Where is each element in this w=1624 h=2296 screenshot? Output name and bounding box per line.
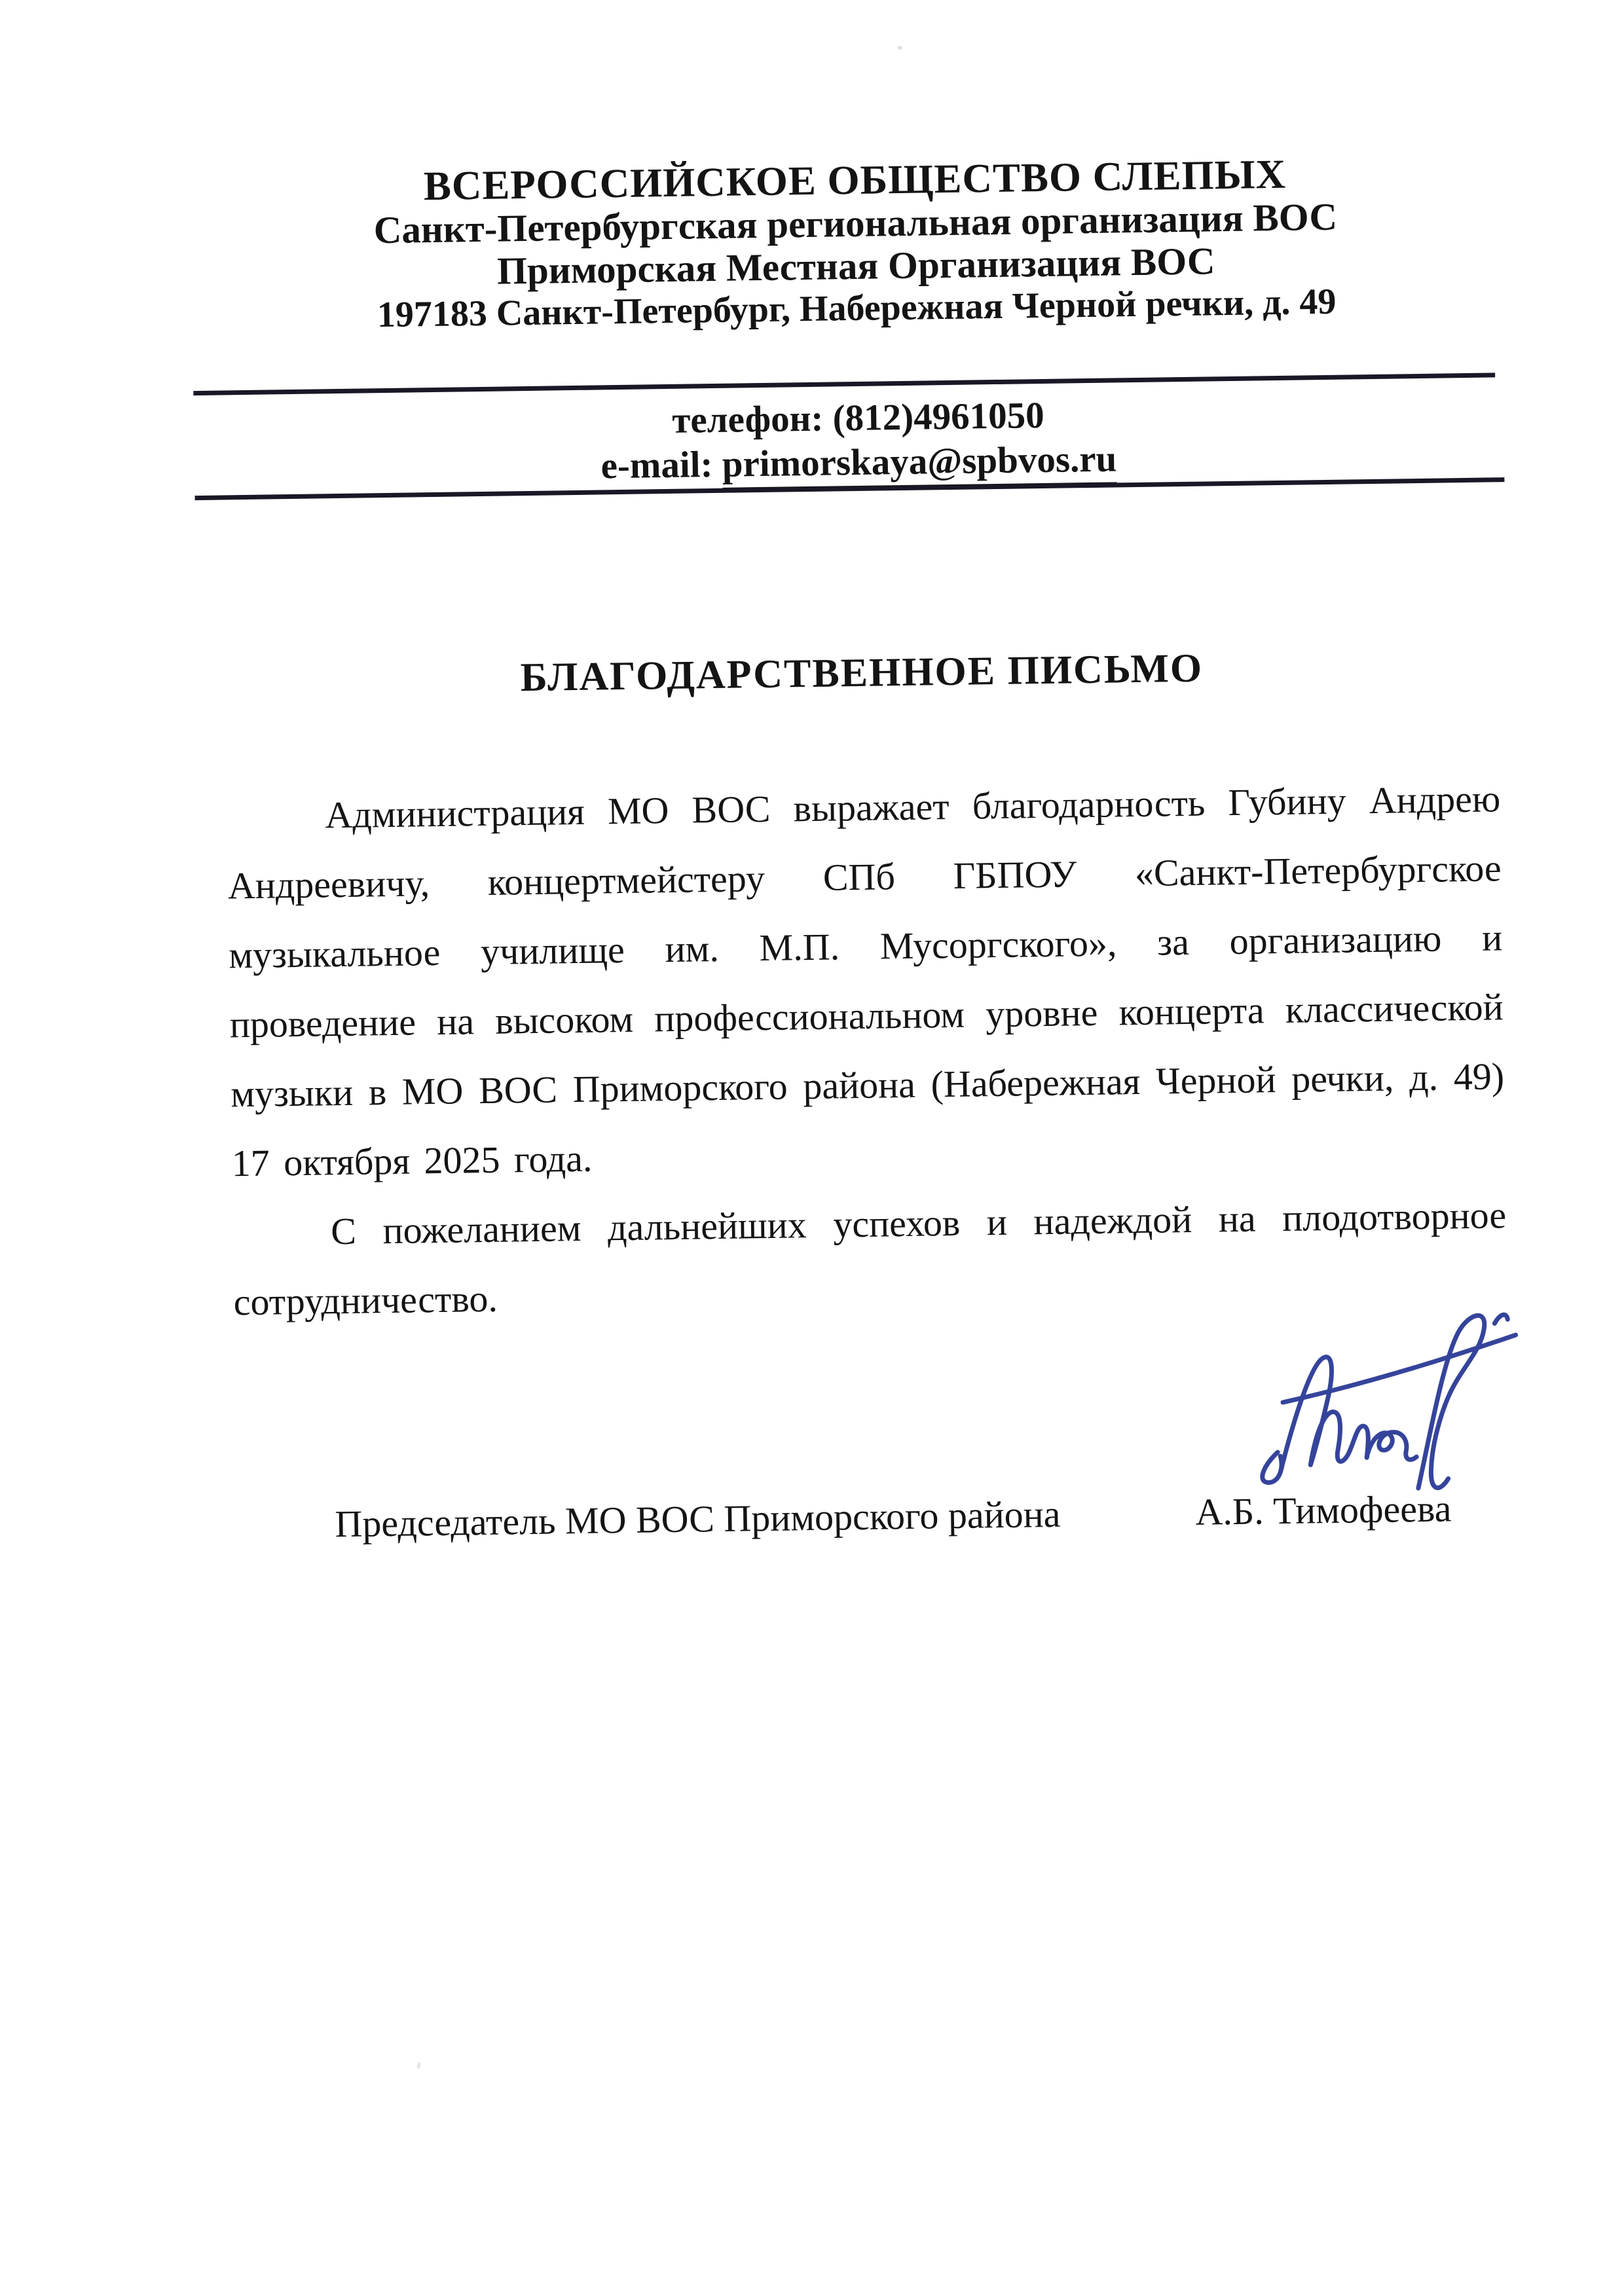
handwritten-signature <box>1213 1293 1536 1501</box>
signoff-row <box>236 1484 1511 1549</box>
scan-artifact <box>416 2062 421 2069</box>
organization-name: ВСЕРОССИЙСКОЕ ОБЩЕСТВО СЛЕПЫХ <box>423 151 1287 210</box>
signature-icon <box>1213 1293 1536 1501</box>
regional-organization: Санкт-Петербургская региональная организация ВОС <box>373 194 1338 252</box>
body-paragraph: Администрация МО ВОС выражает благодарность Губину Андрею Андреевичу, концертмейстеру СПб ГБПОУ «Санкт-Петербургское музыкальное училище им. М.П. Мусоргского», за организацию и проведение на высоком профессиональном уровне концерта классической музыки в МО ВОС Приморского района (Набережная Черной речки, д. 49) 17 октября 2025 года. <box>227 777 1505 1185</box>
local-organization: Приморская Местная Организация ВОС <box>496 239 1215 293</box>
email-address: primorskaya@spbvos.ru <box>722 438 1116 490</box>
email-label: e-mail: <box>600 443 723 487</box>
signoff-position: Председатель МО ВОС Приморского района <box>335 1492 1061 1546</box>
scan-artifact <box>897 46 902 50</box>
letter-body <box>227 764 1508 1337</box>
postal-address: 197183 Санкт-Петербург, Набережная Черной речки, д. 49 <box>377 281 1337 336</box>
contact-block <box>221 387 1496 494</box>
phone-line: телефон: (812)4961050 <box>671 394 1045 441</box>
body-paragraph: С пожеланием дальнейших успехов и надеждой на плодотворное сотрудничество. <box>233 1194 1507 1324</box>
signoff-name: А.Б. Тимофеева <box>1195 1487 1452 1533</box>
letterhead <box>218 149 1494 338</box>
document-title: БЛАГОДАРСТВЕННОЕ ПИСЬМО <box>520 646 1204 701</box>
